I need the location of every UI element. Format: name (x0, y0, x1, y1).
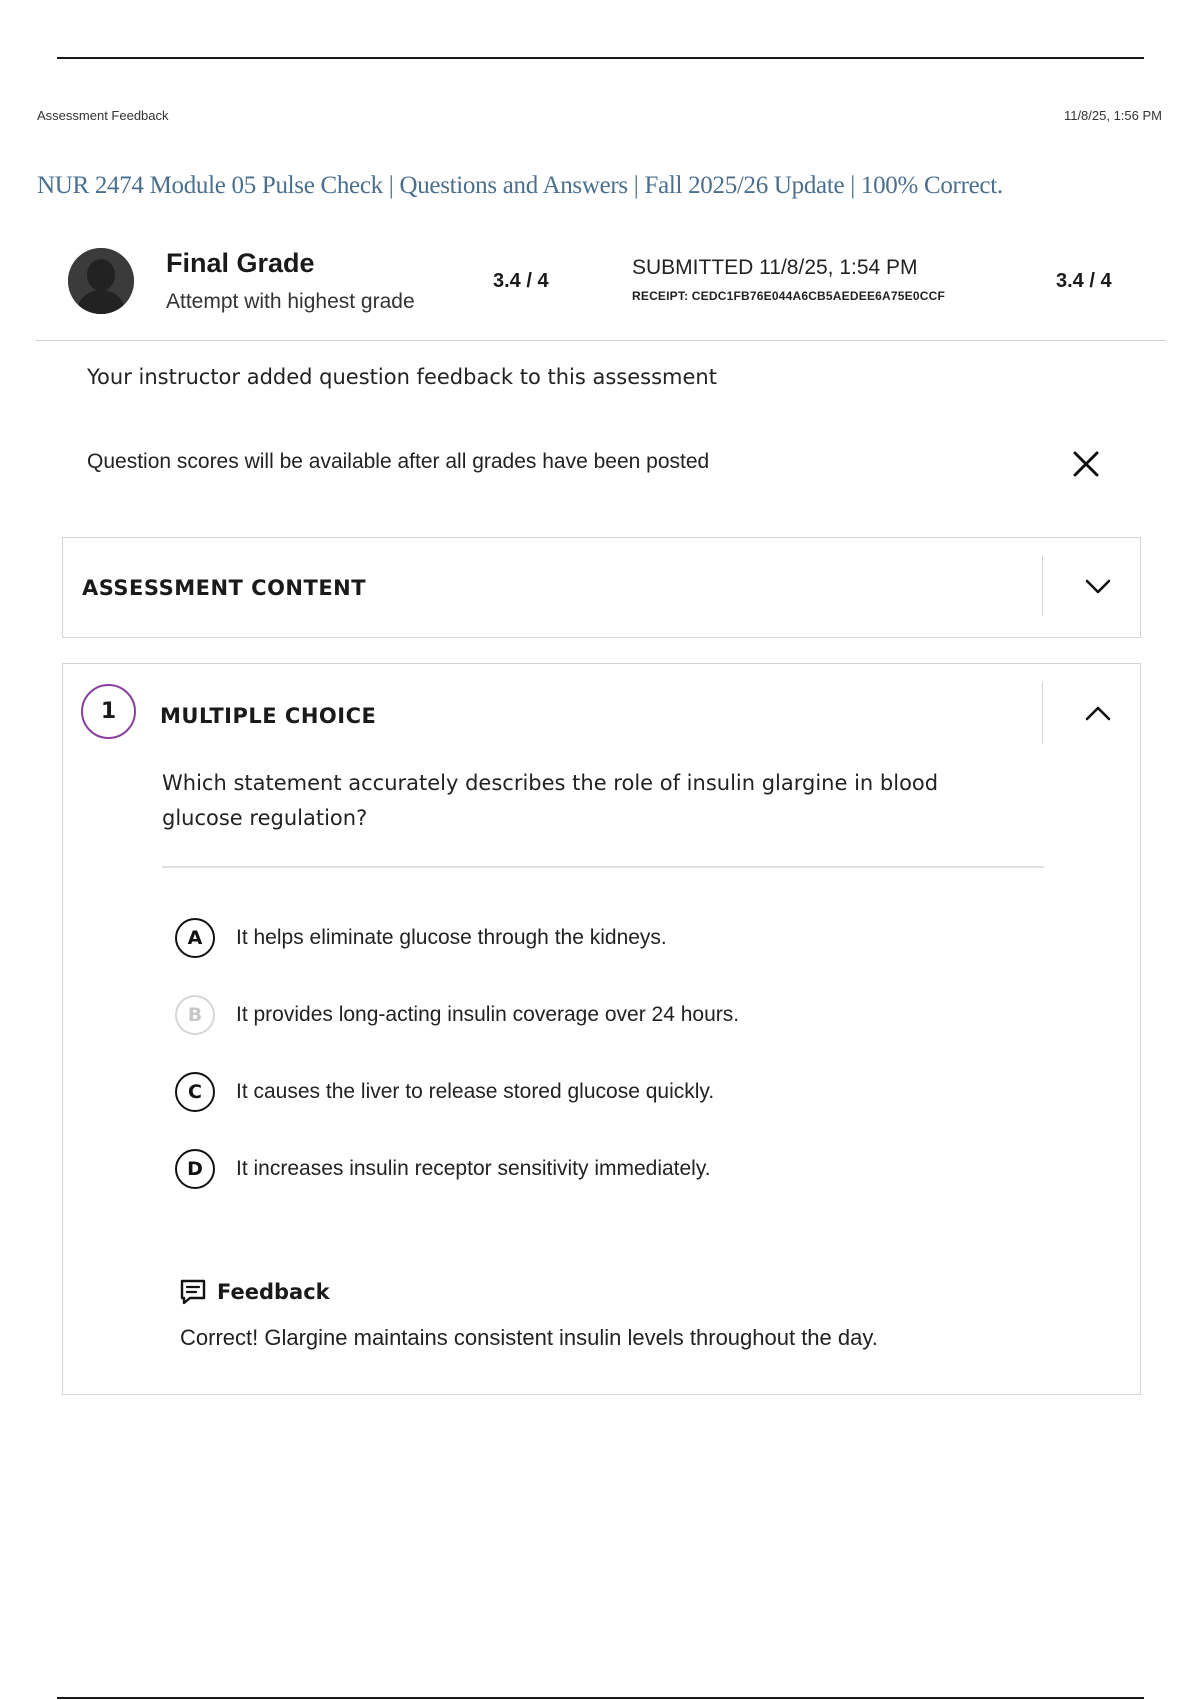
avatar (68, 248, 134, 314)
option-letter: D (175, 1149, 215, 1189)
chevron-down-icon (1073, 562, 1123, 612)
answer-option-d[interactable] (175, 1149, 711, 1189)
close-icon (1068, 446, 1104, 482)
question-panel (62, 663, 1141, 1395)
expand-assessment-content-button[interactable] (1073, 562, 1123, 612)
comment-icon (179, 1278, 207, 1306)
option-letter: A (175, 918, 215, 958)
bottom-rule (57, 1697, 1144, 1699)
assessment-content-panel[interactable] (62, 537, 1141, 638)
collapse-question-button[interactable] (1073, 689, 1123, 739)
receipt-id: RECEIPT: CEDC1FB76E044A6CB5AEDEE6A75E0CCF (632, 289, 945, 303)
option-letter: B (175, 995, 215, 1035)
attempt-score: 3.4 / 4 (1056, 270, 1112, 292)
submitted-timestamp: SUBMITTED 11/8/25, 1:54 PM (632, 256, 918, 279)
question-number-badge: 1 (81, 684, 136, 739)
question-divider (162, 866, 1044, 868)
document-title: NUR 2474 Module 05 Pulse Check | Questions and Answers | Fall 2025/26 Update | 100% Correct. (37, 172, 1003, 199)
grade-divider (36, 340, 1166, 341)
final-grade-title: Final Grade (166, 248, 315, 278)
option-text: It causes the liver to release stored glucose quickly. (236, 1080, 715, 1103)
page-header-left: Assessment Feedback (37, 108, 169, 123)
feedback-text: Correct! Glargine maintains consistent insulin levels throughout the day. (180, 1325, 878, 1350)
grade-score: 3.4 / 4 (493, 270, 549, 292)
feedback-heading (179, 1278, 330, 1306)
feedback-label: Feedback (217, 1280, 330, 1304)
question-text: Which statement accurately describes the role of insulin glargine in blood glucose regulation? (162, 771, 939, 830)
assessment-content-title: ASSESSMENT CONTENT (82, 576, 367, 600)
panel-divider (1042, 682, 1043, 744)
question-type: MULTIPLE CHOICE (160, 704, 377, 728)
answer-option-c[interactable] (175, 1072, 714, 1112)
top-rule (57, 57, 1144, 59)
chevron-up-icon (1073, 689, 1123, 739)
option-text: It increases insulin receptor sensitivity immediately. (236, 1157, 711, 1180)
option-text: It helps eliminate glucose through the kidneys. (236, 926, 667, 949)
answer-option-a[interactable] (175, 918, 667, 958)
feedback-notice: Your instructor added question feedback to this assessment (87, 365, 717, 389)
scores-notice: Question scores will be available after all grades have been posted (87, 450, 710, 473)
answer-option-b[interactable] (175, 995, 739, 1035)
option-text: It provides long-acting insulin coverage over 24 hours. (236, 1003, 740, 1026)
user-silhouette-icon (68, 248, 134, 314)
page-header-right: 11/8/25, 1:56 PM (1063, 108, 1162, 123)
panel-divider (1042, 556, 1043, 616)
option-letter: C (175, 1072, 215, 1112)
final-grade-subtitle: Attempt with highest grade (166, 290, 415, 313)
close-notice-button[interactable] (1068, 446, 1104, 482)
